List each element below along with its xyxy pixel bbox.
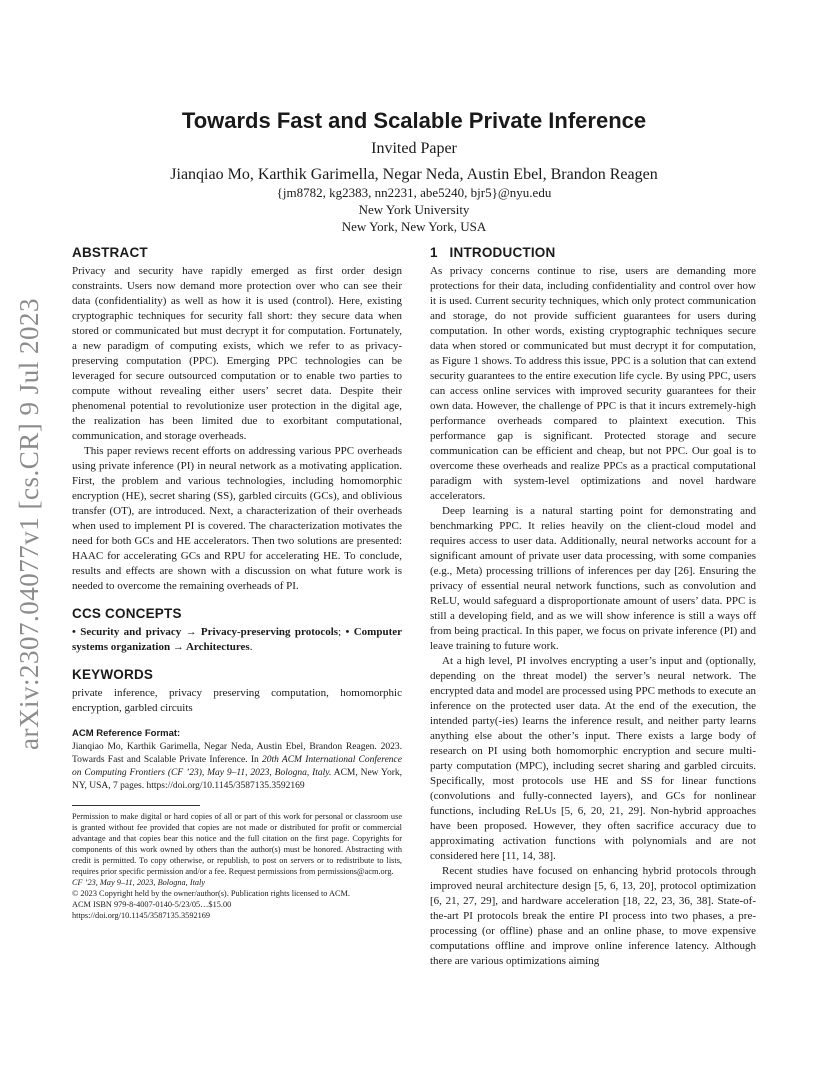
acm-reference-heading: ACM Reference Format: — [72, 728, 181, 739]
ccs-heading: CCS CONCEPTS — [72, 606, 182, 621]
intro-paragraph: Deep learning is a natural starting point for demonstrating and benchmarking PPC. It relies heavily on the client-cloud model and requires access to user data. Additionally, neural networks account for a significant amount of private user data processing, with some companies (e.g., Meta) processing trillions of inferences per day [26]. Ensuring the privacy of essential neural network functions, such as convolution and ReLU, would safeguard a disproportionate amount of users’ data. PPC is still a developing field, and as we will show inference is still a ways off from being practical. In this paper, we focus on private inference (PI) and leave training to future work. — [430, 505, 756, 652]
keywords-heading: KEYWORDS — [72, 667, 154, 682]
isbn-line: ACM ISBN 979-8-4007-0140-5/23/05…$15.00 — [72, 900, 232, 909]
right-column — [430, 245, 756, 969]
introduction-heading: 1 INTRODUCTION — [430, 245, 556, 260]
author-location: New York, New York, USA — [341, 219, 487, 234]
abstract-paragraph: This paper reviews recent efforts on addressing various PPC overheads using private inference (PI) in neural network as a motivating application. First, the problem and various technologies, including homomorphic encryption (HE), secret sharing (SS), garbled circuits (GCs), and oblivious transfer (OT), are introduced. Next, a characterization of their overheads when used to implement PI is covered. The characterization motivates the need for both GCs and HE accelerators. Then two solutions are presented: HAAC for accelerating GCs and RPU for accelerating HE. To conclude, results and effects are shown with a discussion on what future work is needed to overcome the remaining overheads of PI. — [72, 445, 402, 592]
arxiv-identifier: arXiv:2307.04077v1 [cs.CR] 9 Jul 2023 — [14, 298, 44, 750]
paper-subtitle: Invited Paper — [371, 140, 457, 157]
ccs-concepts — [72, 625, 402, 655]
ccs-separator: ; — [338, 626, 346, 638]
footnote-rule — [72, 805, 200, 806]
ccs-item: • Security and privacy → Privacy-preserving protocols — [72, 626, 339, 638]
abstract-paragraph: Privacy and security have rapidly emerged as first order design constraints. Users now demand more protection over who can see their data (confidentiality) as well as how it is used (control). Here, existing cryptographic techniques for security fall short: they secure data when stored or communicated but must decrypt it for computation. Fortunately, a new paradigm of computing exists, which we refer to as privacy-preserving computation (PPC). Emerging PPC technologies can be leveraged for secure outsourced computation or to enable two parties to compute without revealing either users’ secret data. Despite their phenomenal potential to revolutionize user protection in the digital age, the realization has been limited due to exorbitant computational, communication, and storage overheads. — [72, 265, 402, 442]
intro-paragraph: Recent studies have focused on enhancing hybrid protocols through improved neural architecture design [5, 6, 13, 20], protocol optimization [6, 21, 27, 29], and hardware acceleration [18, 22, 23, 36, 38]. State-of-the-art PI protocols break the entire PI process into two phases, a pre-processing (or offline) phase and an online phase, to move expensive computations offline and improve online inference latency. Although there are various optimizations aiming — [430, 865, 756, 967]
author-institution: New York University — [358, 202, 470, 217]
paper-title: Towards Fast and Scalable Private Inference — [181, 108, 647, 133]
author-emails: {jm8782, kg2383, nn2231, abe5240, bjr5}@nyu.edu — [276, 185, 552, 200]
intro-paragraph: At a high level, PI involves encrypting a user’s input and (optionally, depending on the threat model) the server’s neural network. The encrypted data and model are processed using PPC methods to execute an inference on the protected user data. At the end of the execution, the intended party(-ies) learns the inference result, and neither party learns anything else about the other’s input. There exists a large body of research on PI using both homomorphic encryption and secure multi-party computation (MPC), including secret sharing and garbled circuits. Specifically, most protocols use HE and SS for linear functions (convolutions and fully-connected layers), and GCs for nonlinear functions, including ReLUs [5, 6, 20, 21, 29]. Non-hybrid approaches have been proposed. However, they often sacrifice accuracy due to approximating activation functions with polynomials and are not considered here [11, 14, 38]. — [430, 655, 756, 862]
ccs-item: • Computer systems organization → Architectures — [72, 626, 402, 653]
abstract-heading: ABSTRACT — [72, 245, 148, 260]
permission-notice: Permission to make digital or hard copies of all or part of this work for personal or classroom use is granted without fee provided that copies are not made or distributed for profit or commercial advantage and that copies bear this notice and the full citation on the first page. Copyrights for components of this work owned by others than the author(s) must be honored. Abstracting with credit is permitted. To copy otherwise, or republish, to post on servers or to redistribute to lists, requires prior specific permission and/or a fee. Request permissions from permissions@acm.org. — [72, 812, 402, 876]
author-list: Jianqiao Mo, Karthik Garimella, Negar Neda, Austin Ebel, Brandon Reagen — [170, 166, 658, 183]
acm-reference-text — [72, 741, 402, 793]
doi-line: https://doi.org/10.1145/3587135.3592169 — [72, 911, 211, 920]
paper-header — [0, 108, 828, 235]
acm-reference-part: Jianqiao Mo, Karthik Garimella, Negar Neda, Austin Ebel, Brandon Reagen. 2023. Towards Fast and Scalable Private Inference. In — [72, 742, 402, 765]
acm-reference-venue: 20th ACM International Conference on Computing Frontiers (CF ’23), May 9–11, 2023, Bologna, Italy. — [72, 755, 402, 778]
acm-reference-part: ACM, New York, NY, USA, 7 pages. https://doi.org/10.1145/3587135.3592169 — [72, 768, 402, 791]
conference-line: CF ’23, May 9–11, 2023, Bologna, Italy — [72, 878, 206, 887]
left-column — [72, 245, 402, 921]
ccs-end: . — [249, 641, 253, 653]
intro-paragraph: As privacy concerns continue to rise, users are demanding more protections for their data, including confidentiality and control over how it is used. Current security techniques, which only protect communication and storage, do not provide sufficient guarantees for users during computation. In other words, existing cryptographic techniques secure data when stored or communicated but must decrypt it for computation, as Figure 1 shows. To address this issue, PPC is a solution that can extend security guarantees to the entire execution life cycle. By using PPC, users can access online services with improved security guarantees for their own data. However, the challenge of PPC is that it incurs extremely-high performance overheads compared to plaintext execution. This performance gap is significant. Protected storage and secure communication can be efficient and cheap, but not PPC. Our goal is to overcome these overheads and realize PPCs as a practical computational paradigm with system-level optimizations and novel hardware accelerators. — [430, 265, 756, 502]
copyright-line: © 2023 Copyright held by the owner/author(s). Publication rights licensed to ACM. — [72, 889, 350, 898]
keywords-text: private inference, privacy preserving computation, homomorphic encryption, garbled circuits — [72, 687, 402, 714]
